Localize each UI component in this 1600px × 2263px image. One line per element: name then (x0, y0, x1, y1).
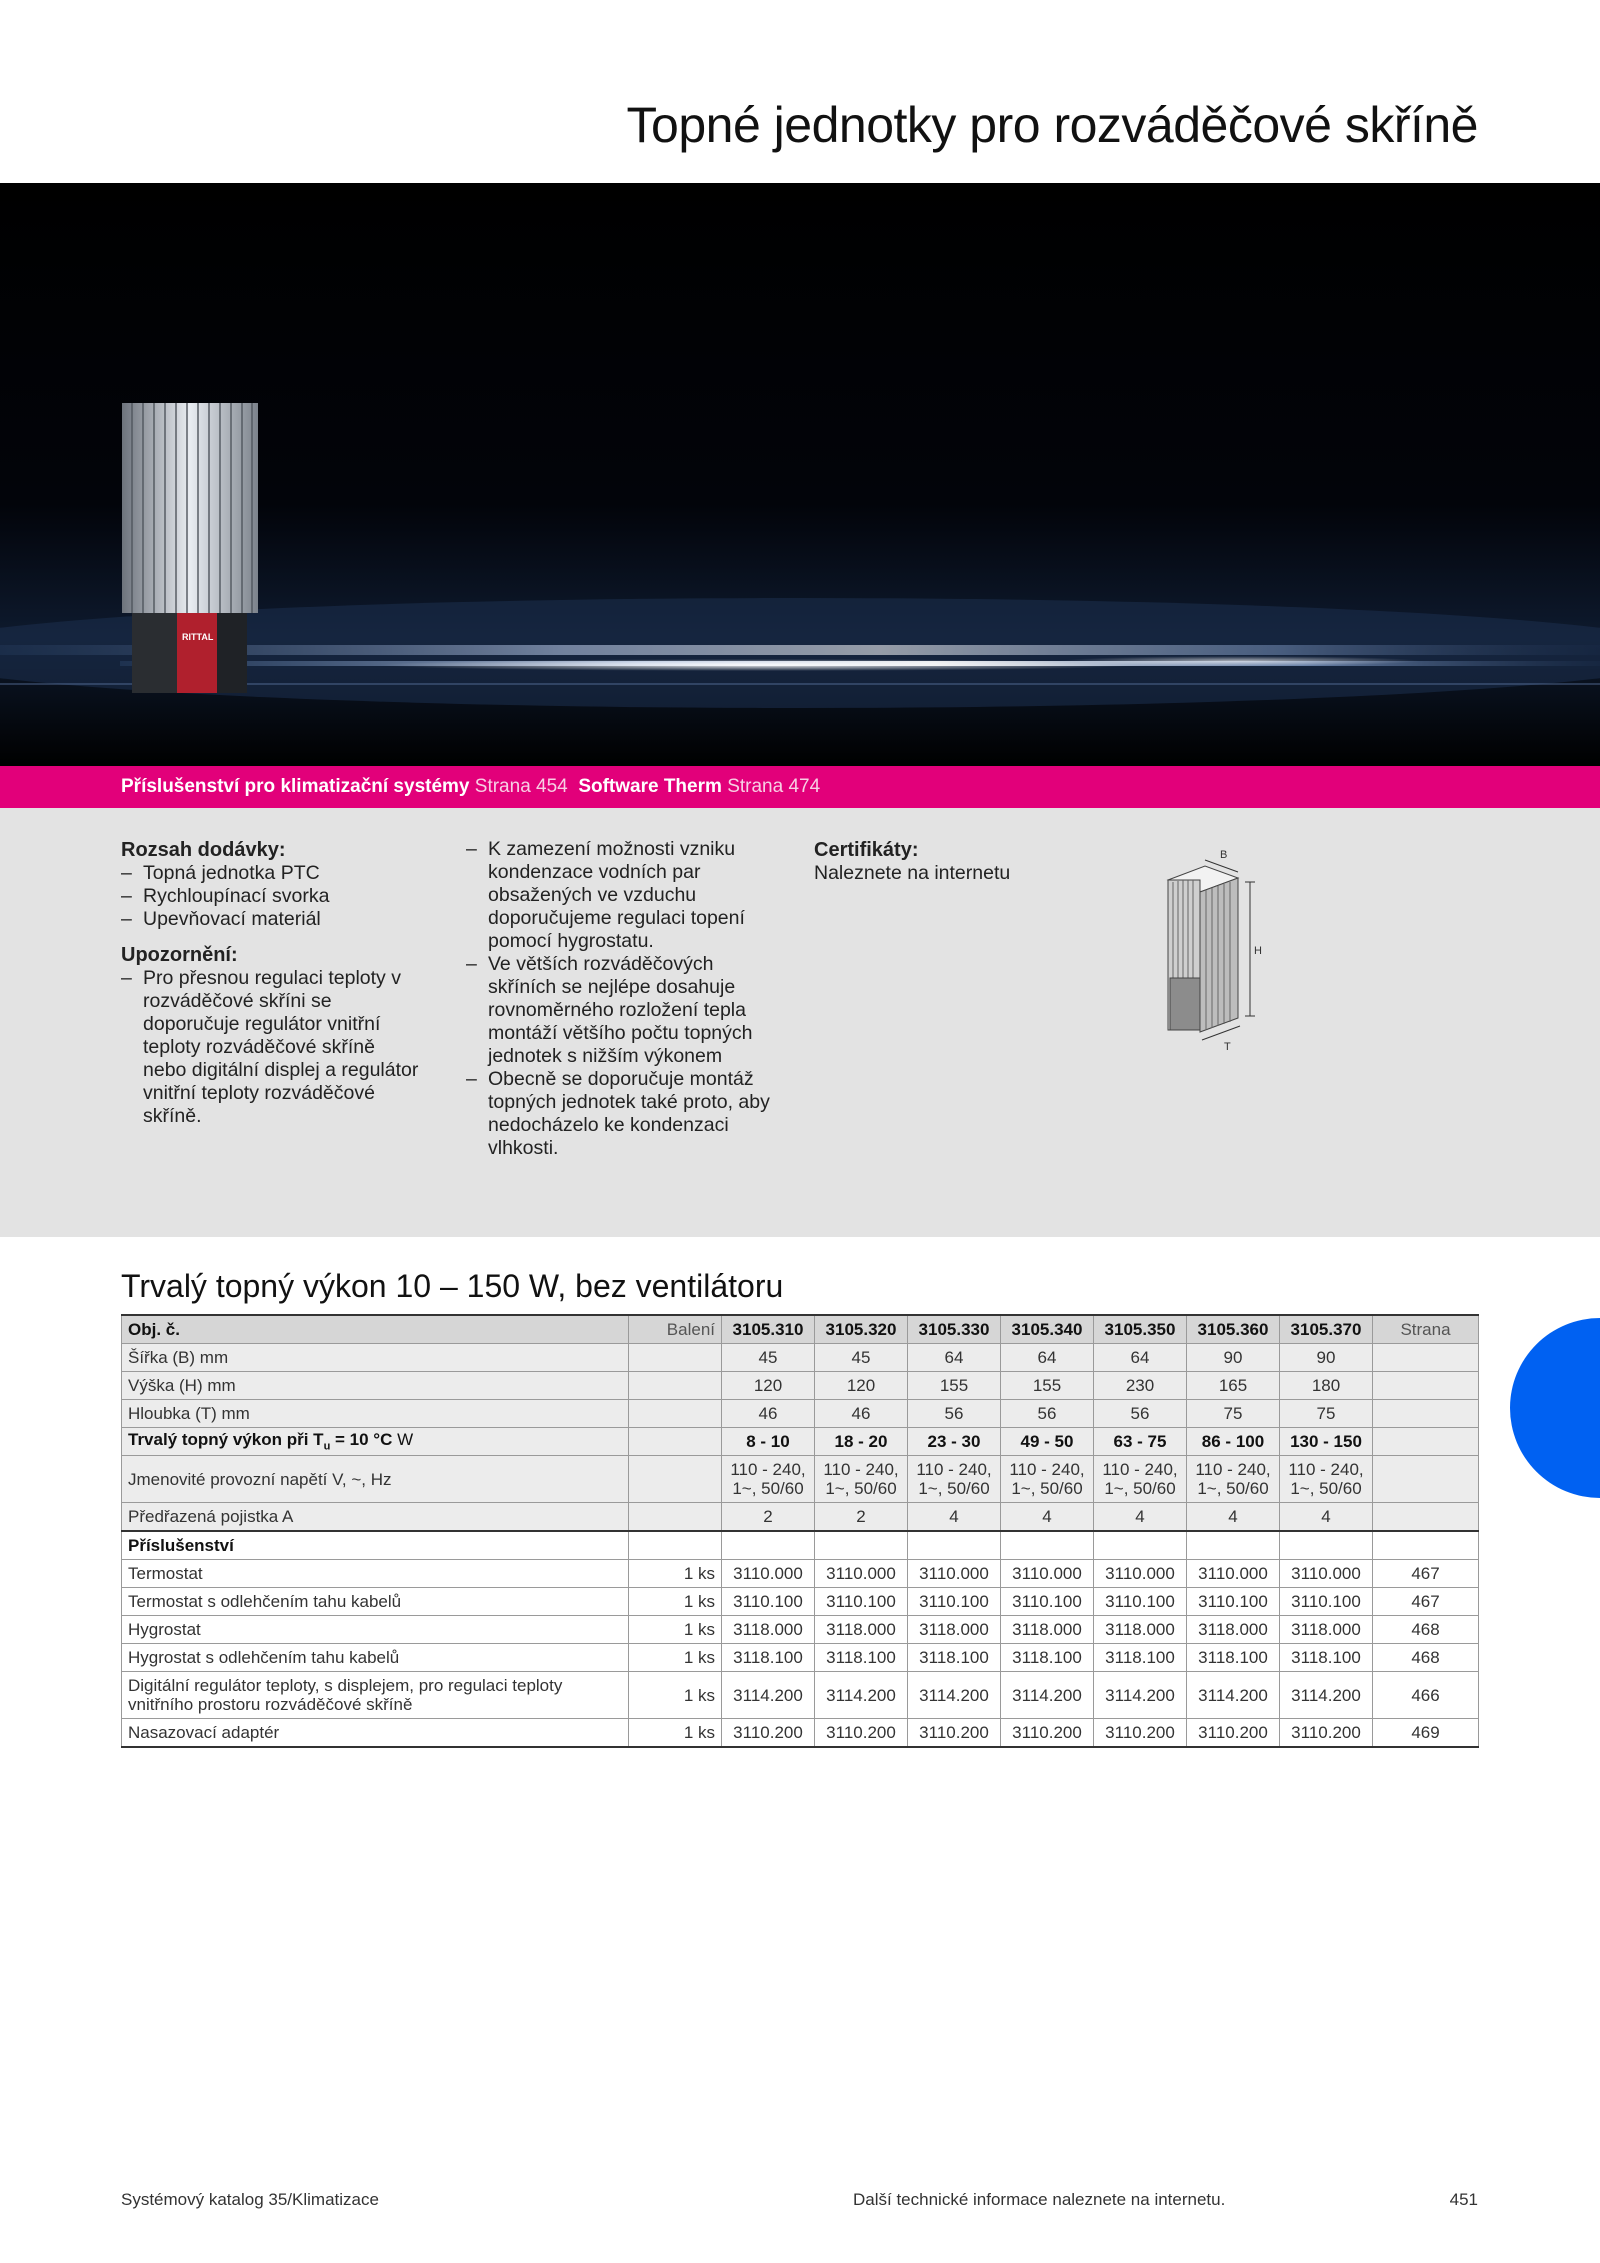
row-label: Příslušenství (122, 1531, 629, 1560)
notice-heading: Upozornění: (121, 944, 238, 966)
cell: 3118.000 (722, 1616, 815, 1644)
cell: 4 (1094, 1503, 1187, 1532)
cell: 3110.200 (908, 1719, 1001, 1748)
cell: 110 - 240, 1~, 50/60 (815, 1456, 908, 1503)
table-row (122, 1456, 1479, 1503)
table-row-accessories-heading (122, 1531, 1479, 1560)
delivery-heading: Rozsah dodávky: (121, 839, 286, 861)
cell: 4 (1280, 1503, 1373, 1532)
cell: 165 (1187, 1372, 1280, 1400)
cell-pack: 1 ks (629, 1616, 722, 1644)
table-row (122, 1344, 1479, 1372)
header-model: 3105.320 (815, 1315, 908, 1344)
cert-heading: Certifikáty: (814, 839, 919, 861)
list-item: – Ve větších rozváděčových skříních se nejlépe dosahuje rovnoměrného rozložení tepla montáží většího počtu topných jednotek s nižším výkonem (466, 953, 784, 1068)
table-row-power (122, 1428, 1479, 1456)
cell: 3114.200 (815, 1672, 908, 1719)
table-row-accessory (122, 1719, 1479, 1748)
cell: 2 (722, 1503, 815, 1532)
cell: 110 - 240, 1~, 50/60 (908, 1456, 1001, 1503)
row-label: Nasazovací adaptér (122, 1719, 629, 1748)
cell-pack: 1 ks (629, 1560, 722, 1588)
cell: 3110.200 (1187, 1719, 1280, 1748)
cell-page: 467 (1373, 1588, 1479, 1616)
cell: 110 - 240, 1~, 50/60 (1094, 1456, 1187, 1503)
table-row-accessory (122, 1616, 1479, 1644)
cell: 3118.000 (1094, 1616, 1187, 1644)
cell: 3118.000 (1187, 1616, 1280, 1644)
spec-table (121, 1314, 1479, 1748)
cell: 3110.000 (908, 1560, 1001, 1588)
accessory-link-software[interactable]: Software Therm Strana 474 (578, 776, 821, 797)
cell: 64 (1001, 1344, 1094, 1372)
table-row (122, 1372, 1479, 1400)
cell: 3118.100 (722, 1644, 815, 1672)
cell: 49 - 50 (1001, 1428, 1094, 1456)
page-number: 451 (1449, 2190, 1478, 2209)
cell: 3110.100 (1187, 1588, 1280, 1616)
row-label: Předřazená pojistka A (122, 1503, 629, 1532)
cell: 45 (815, 1344, 908, 1372)
cell: 3114.200 (1001, 1672, 1094, 1719)
cell: 3110.100 (908, 1588, 1001, 1616)
diagram-label-b: B (1220, 849, 1228, 861)
notice-list-continued (466, 838, 784, 1160)
cell: 130 - 150 (1280, 1428, 1373, 1456)
cell: 3110.200 (722, 1719, 815, 1748)
cell: 75 (1187, 1400, 1280, 1428)
accessory-link-climate[interactable]: Příslušenství pro klimatizační systémy Strana 454 (121, 776, 568, 797)
cell: 75 (1280, 1400, 1373, 1428)
cell: 110 - 240, 1~, 50/60 (1001, 1456, 1094, 1503)
diagram-label-h: H (1254, 945, 1262, 957)
cell: 8 - 10 (722, 1428, 815, 1456)
cell: 56 (1094, 1400, 1187, 1428)
cell: 90 (1187, 1344, 1280, 1372)
hero-brand-logo: RITTAL (182, 632, 214, 642)
cell: 3118.100 (1001, 1644, 1094, 1672)
cell-page: 469 (1373, 1719, 1479, 1748)
delivery-list (121, 862, 421, 931)
notice-column (466, 838, 784, 1160)
cell: 4 (1187, 1503, 1280, 1532)
header-model: 3105.360 (1187, 1315, 1280, 1344)
cell: 3114.200 (722, 1672, 815, 1719)
header-model: 3105.330 (908, 1315, 1001, 1344)
heater-photo (122, 403, 258, 693)
row-label: Digitální regulátor teploty, s displejem, pro regulaci teploty vnitřního prostoru rozváděčové skříně (122, 1672, 629, 1719)
cell-page: 468 (1373, 1616, 1479, 1644)
cell: 3118.000 (908, 1616, 1001, 1644)
cell: 3118.100 (1094, 1644, 1187, 1672)
list-item: – K zamezení možnosti vzniku kondenzace vodních par obsažených ve vzduchu doporučujeme regulaci topení pomocí hygrostatu. (466, 838, 784, 953)
header-model: 3105.310 (722, 1315, 815, 1344)
cell: 3114.200 (1187, 1672, 1280, 1719)
cell: 110 - 240, 1~, 50/60 (1280, 1456, 1373, 1503)
cell: 110 - 240, 1~, 50/60 (722, 1456, 815, 1503)
cell-pack: 1 ks (629, 1588, 722, 1616)
cell: 3110.100 (1280, 1588, 1373, 1616)
row-label: Hygrostat (122, 1616, 629, 1644)
cell: 86 - 100 (1187, 1428, 1280, 1456)
notice-list (121, 967, 421, 1128)
cell-page: 466 (1373, 1672, 1479, 1719)
cell: 3118.100 (908, 1644, 1001, 1672)
cell: 64 (908, 1344, 1001, 1372)
diagram-label-t: T (1224, 1041, 1231, 1053)
cell: 3118.100 (1280, 1644, 1373, 1672)
table-row-accessory (122, 1672, 1479, 1719)
cell-page: 467 (1373, 1560, 1479, 1588)
table-row-accessory (122, 1588, 1479, 1616)
hero-image (0, 183, 1600, 766)
table-row (122, 1400, 1479, 1428)
cell: 18 - 20 (815, 1428, 908, 1456)
cell: 3110.100 (722, 1588, 815, 1616)
cell-pack: 1 ks (629, 1644, 722, 1672)
list-item: – Rychloupínací svorka (121, 885, 421, 908)
cell: 56 (1001, 1400, 1094, 1428)
cert-text: Naleznete na internetu (814, 862, 1011, 884)
header-label: Obj. č. (122, 1315, 629, 1344)
accessory-bar (0, 766, 1600, 808)
dimension-diagram (1150, 828, 1300, 1088)
cell: 63 - 75 (1094, 1428, 1187, 1456)
cell: 3110.200 (815, 1719, 908, 1748)
cell: 3110.200 (1001, 1719, 1094, 1748)
list-item: – Obecně se doporučuje montáž topných jednotek také proto, aby nedocházelo ke kondenzaci vlhkosti. (466, 1068, 784, 1160)
cell: 3110.000 (1001, 1560, 1094, 1588)
table-row (122, 1503, 1479, 1532)
row-label: Hygrostat s odlehčením tahu kabelů (122, 1644, 629, 1672)
cell: 3118.100 (815, 1644, 908, 1672)
cell: 3110.100 (1094, 1588, 1187, 1616)
footer-info: Další technické informace naleznete na internetu. (853, 2190, 1226, 2209)
cell: 56 (908, 1400, 1001, 1428)
cell: 45 (722, 1344, 815, 1372)
row-label: Trvalý topný výkon při $T_u = 10$ °C W (122, 1428, 629, 1456)
list-item: – Upevňovací materiál (121, 908, 421, 931)
cell: 120 (722, 1372, 815, 1400)
cell: 3110.200 (1094, 1719, 1187, 1748)
table-row-accessory (122, 1644, 1479, 1672)
section-title: Trvalý topný výkon 10 – 150 W, bez ventilátoru (121, 1268, 784, 1304)
page-title: Topné jednotky pro rozváděčové skříně (626, 97, 1478, 153)
cell: 120 (815, 1372, 908, 1400)
cell: 180 (1280, 1372, 1373, 1400)
cell: 155 (908, 1372, 1001, 1400)
cell: 90 (1280, 1344, 1373, 1372)
cell: 230 (1094, 1372, 1187, 1400)
cell: 4 (908, 1503, 1001, 1532)
cell: 23 - 30 (908, 1428, 1001, 1456)
cell: 3110.000 (1187, 1560, 1280, 1588)
cell: 3110.000 (1280, 1560, 1373, 1588)
cell: 3114.200 (908, 1672, 1001, 1719)
list-item: – Pro přesnou regulaci teploty v rozváděčové skříni se doporučuje regulátor vnitřní teploty rozváděčové skříně nebo digitální displej a regulátor vnitřní teploty rozváděčové skříně. (121, 967, 421, 1128)
cell: 3110.200 (1280, 1719, 1373, 1748)
row-label: Termostat s odlehčením tahu kabelů (122, 1588, 629, 1616)
cell: 2 (815, 1503, 908, 1532)
row-label: Termostat (122, 1560, 629, 1588)
certificate-column (814, 838, 1114, 885)
cell: 3114.200 (1094, 1672, 1187, 1719)
row-label: Hloubka (T) mm (122, 1400, 629, 1428)
delivery-column (121, 838, 421, 1128)
footer-catalog: Systémový katalog 35/Klimatizace (121, 2190, 379, 2209)
cell: 4 (1001, 1503, 1094, 1532)
cell: 3114.200 (1280, 1672, 1373, 1719)
row-label: Jmenovité provozní napětí V, ~, Hz (122, 1456, 629, 1503)
header-model: 3105.340 (1001, 1315, 1094, 1344)
chapter-tab[interactable] (1510, 1318, 1600, 1498)
header-model: 3105.370 (1280, 1315, 1373, 1344)
cell-pack: 1 ks (629, 1719, 722, 1748)
info-panel (0, 808, 1600, 1237)
cell: 110 - 240, 1~, 50/60 (1187, 1456, 1280, 1503)
header-model: 3105.350 (1094, 1315, 1187, 1344)
row-label: Šířka (B) mm (122, 1344, 629, 1372)
cell-page: 468 (1373, 1644, 1479, 1672)
cell: 3110.000 (815, 1560, 908, 1588)
cell: 3118.000 (1280, 1616, 1373, 1644)
header-strana: Strana (1373, 1315, 1479, 1344)
list-item: – Topná jednotka PTC (121, 862, 421, 885)
cell: 64 (1094, 1344, 1187, 1372)
cell: 3118.000 (1001, 1616, 1094, 1644)
header-baleni: Balení (629, 1315, 722, 1344)
cell: 3110.000 (722, 1560, 815, 1588)
row-label: Výška (H) mm (122, 1372, 629, 1400)
cell-pack: 1 ks (629, 1672, 722, 1719)
cell: 46 (815, 1400, 908, 1428)
table-row-accessory (122, 1560, 1479, 1588)
table-header-row (122, 1315, 1479, 1344)
cell: 46 (722, 1400, 815, 1428)
cell: 3118.100 (1187, 1644, 1280, 1672)
cell: 3110.100 (1001, 1588, 1094, 1616)
cell: 3110.100 (815, 1588, 908, 1616)
cell: 3110.000 (1094, 1560, 1187, 1588)
cell: 155 (1001, 1372, 1094, 1400)
cell: 3118.000 (815, 1616, 908, 1644)
